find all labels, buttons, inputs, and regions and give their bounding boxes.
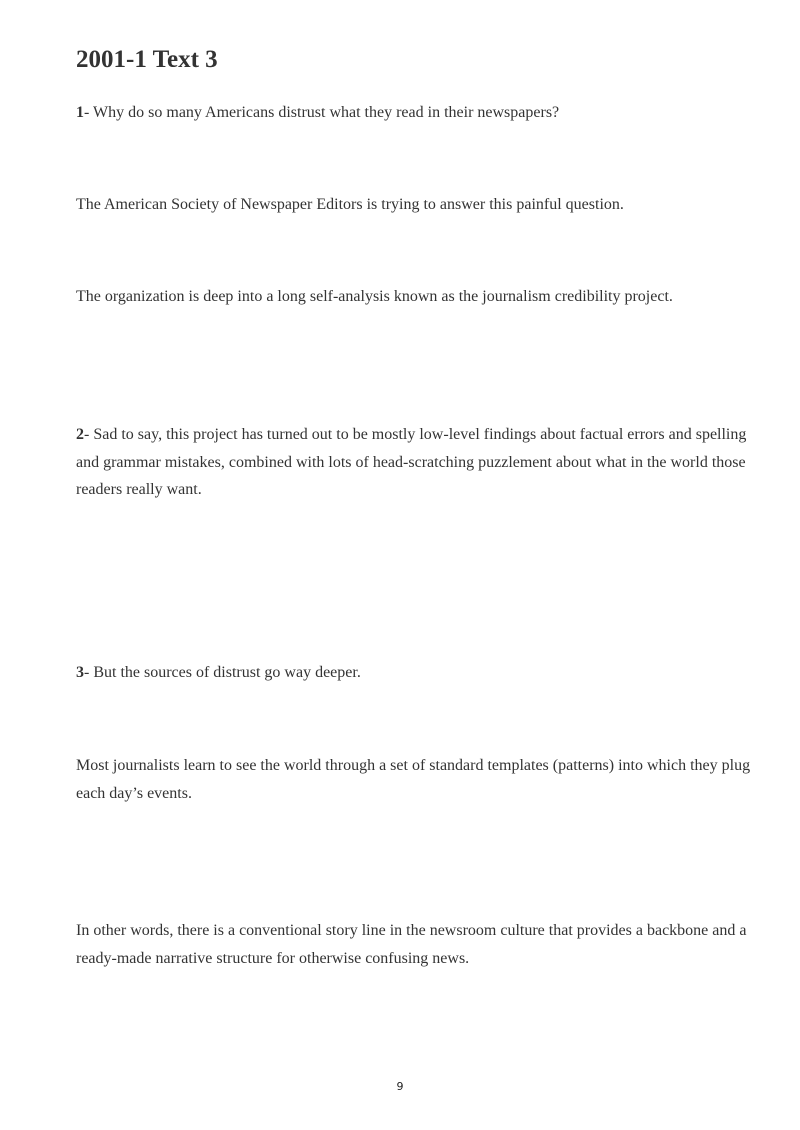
paragraph-number: 1 [76,104,84,121]
paragraph-text: The American Society of Newspaper Editors is trying to answer this painful question. [76,196,624,213]
paragraph-3 [76,659,762,687]
paragraph-number: 2 [76,426,84,443]
page-title: 2001-1 Text 3 [76,46,218,73]
paragraph-number: 3 [76,664,84,681]
paragraph-3-sentence-3 [76,917,762,972]
paragraph-text: - Sad to say, this project has turned out to be mostly low-level findings about factual errors and spelling and grammar mistakes, combined with lots of head-scratching puzzlement about what in the world those readers really want. [76,426,747,498]
paragraph-text: In other words, there is a conventional story line in the newsroom culture that provides a backbone and a ready-made narrative structure for otherwise confusing news. [76,922,747,967]
paragraph-3-sentence-2 [76,752,762,807]
page-number: 9 [396,1080,404,1093]
paragraph-1 [76,99,762,127]
paragraph-text: - But the sources of distrust go way deeper. [84,664,361,681]
paragraph-1-sentence-2 [76,191,762,219]
paragraph-2 [76,421,762,504]
paragraph-text: - Why do so many Americans distrust what they read in their newspapers? [84,104,560,121]
paragraph-text: Most journalists learn to see the world through a set of standard templates (patterns) into which they plug each day’s events. [76,757,751,802]
paragraph-1-sentence-3 [76,283,762,311]
paragraph-text: The organization is deep into a long self-analysis known as the journalism credibility project. [76,288,673,305]
